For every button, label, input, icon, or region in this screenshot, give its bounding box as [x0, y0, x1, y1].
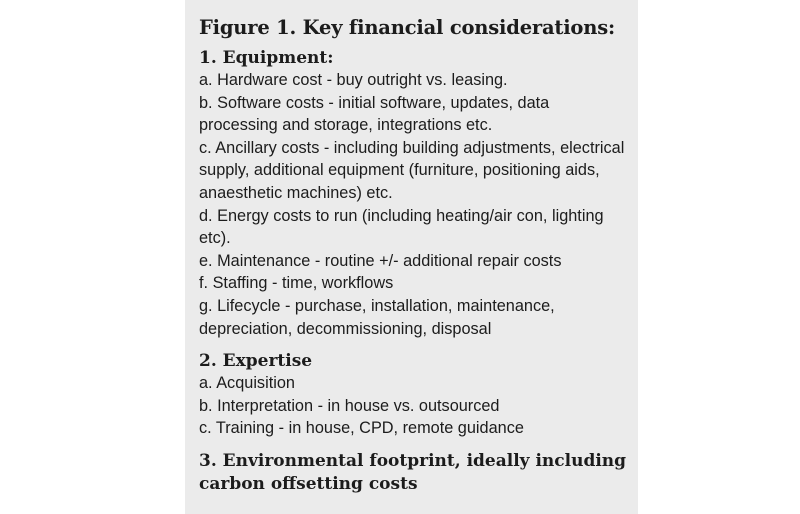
- section-heading-equipment: 1. Equipment:: [199, 48, 334, 68]
- figure-panel: [185, 0, 638, 514]
- section-environmental: [199, 450, 638, 496]
- section-heading-expertise: 2. Expertise: [199, 351, 313, 372]
- list-item: c. Training - in house, CPD, remote guidance: [199, 419, 524, 438]
- section-expertise: [199, 350, 638, 440]
- list-item: a. Hardware cost - buy outright vs. leasing.: [199, 71, 508, 89]
- list-item: a. Acquisition: [199, 374, 295, 393]
- list-item: f. Staffing - time, workflows: [199, 274, 394, 293]
- section-equipment: [199, 47, 638, 340]
- figure-title: Figure 1. Key financial considerations:: [199, 16, 615, 39]
- section-heading-environmental: 3. Environmental footprint, ideally including carbon offsetting costs: [199, 450, 627, 494]
- list-item: b. Interpretation - in house vs. outsourced: [199, 396, 500, 415]
- list-item: g. Lifecycle - purchase, installation, maintenance, depreciation, decommissioning, disposal: [199, 296, 555, 338]
- expertise-list: [199, 372, 638, 440]
- list-item: e. Maintenance - routine +/- additional repair costs: [199, 251, 562, 270]
- list-item: d. Energy costs to run (including heating/air con, lighting etc).: [199, 206, 604, 248]
- list-item: c. Ancillary costs - including building adjustments, electrical supply, additional equipment (furniture, positioning aids, anaesthetic machines) etc.: [199, 138, 625, 202]
- list-item: b. Software costs - initial software, updates, data processing and storage, integrations etc.: [199, 93, 550, 135]
- equipment-list: [199, 69, 638, 340]
